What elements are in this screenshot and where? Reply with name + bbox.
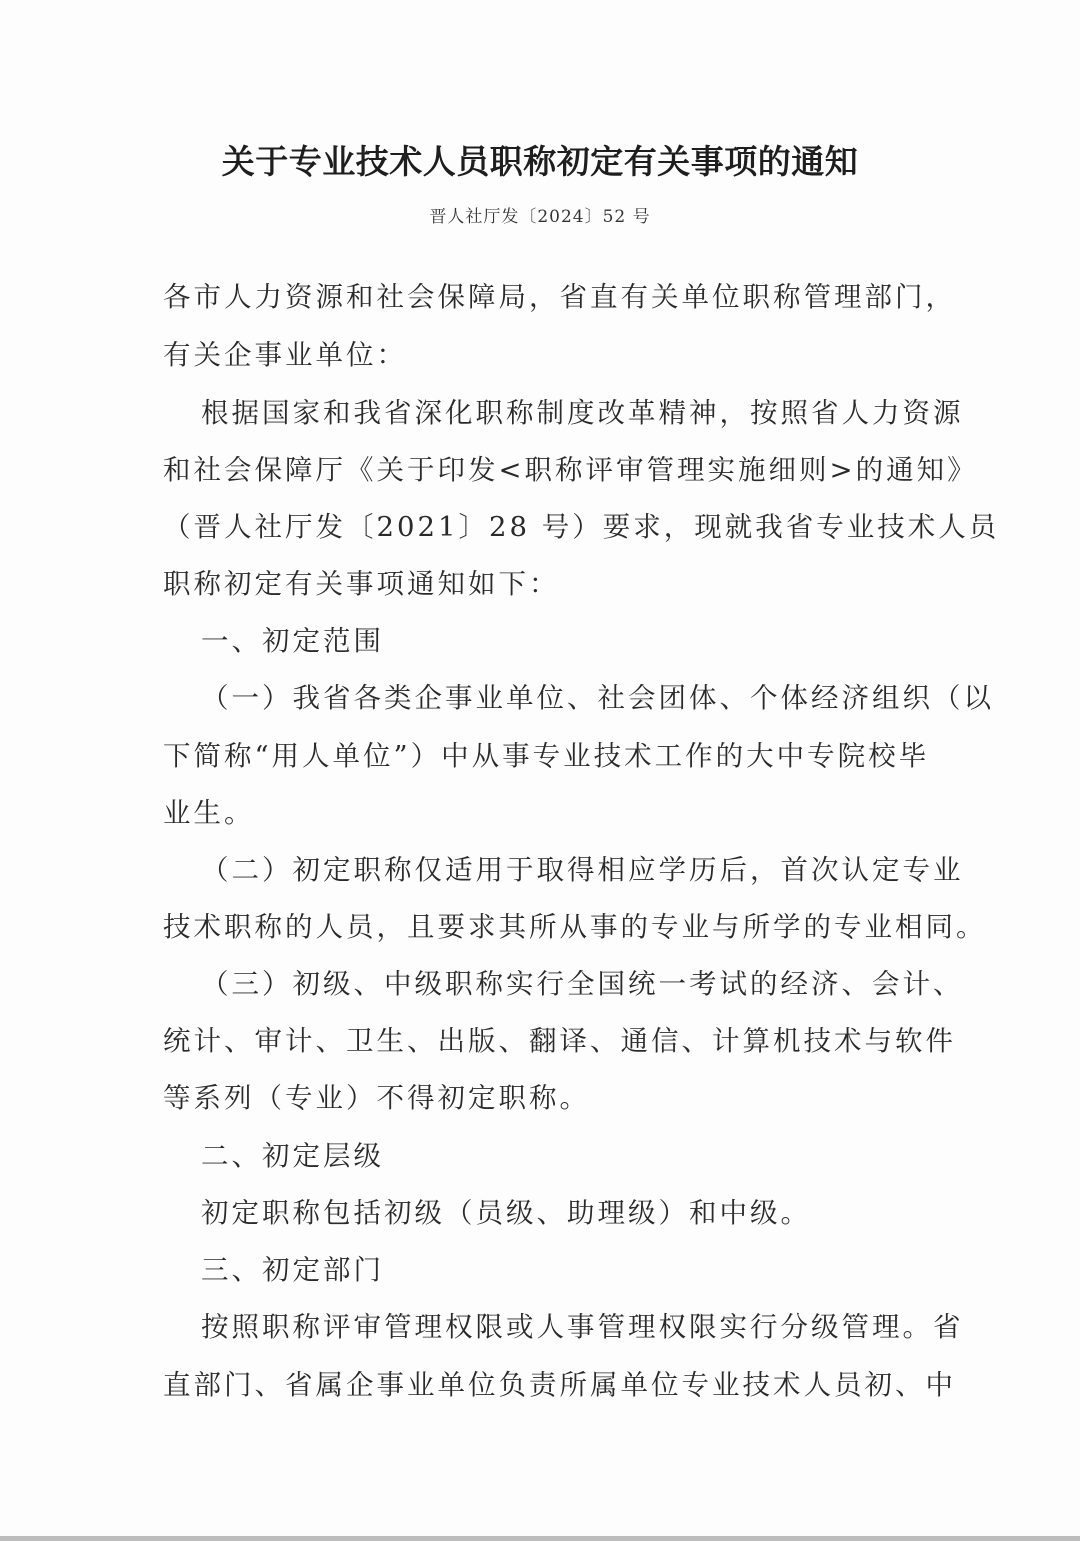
bottom-divider [0, 1536, 1080, 1541]
paragraph-line: （二）初定职称仅适用于取得相应学历后，首次认定专业 [201, 854, 964, 886]
paragraph-line: 统计、审计、卫生、出版、翻译、通信、计算机技术与软件 [163, 1025, 956, 1057]
addressee-line: 各市人力资源和社会保障局，省直有关单位职称管理部门， [163, 281, 956, 313]
document-title: 关于专业技术人员职称初定有关事项的通知 [221, 142, 859, 181]
section-heading: 一、初定范围 [201, 625, 384, 657]
document-number: 晋人社厅发〔2024〕52 号 [429, 207, 651, 227]
paragraph-line: 职称初定有关事项通知如下： [163, 568, 560, 600]
paragraph-line: （晋人社厅发〔2021〕28 号）要求，现就我省专业技术人员 [163, 511, 1000, 543]
section-heading: 三、初定部门 [201, 1254, 384, 1286]
paragraph-line: 按照职称评审管理权限或人事管理权限实行分级管理。省 [201, 1311, 964, 1343]
paragraph-line: 业生。 [163, 797, 255, 829]
paragraph-line: 初定职称包括初级（员级、助理级）和中级。 [201, 1197, 811, 1229]
paragraph-line: 根据国家和我省深化职称制度改革精神，按照省人力资源 [201, 397, 964, 429]
paragraph-line: 下简称“用人单位”）中从事专业技术工作的大中专院校毕 [163, 740, 930, 772]
addressee-line: 有关企事业单位： [163, 339, 407, 371]
section-heading: 二、初定层级 [201, 1140, 384, 1172]
paragraph-line: 直部门、省属企事业单位负责所属单位专业技术人员初、中 [163, 1369, 956, 1401]
paragraph-line: 技术职称的人员，且要求其所从事的专业与所学的专业相同。 [163, 911, 987, 943]
paragraph-line: （三）初级、中级职称实行全国统一考试的经济、会计、 [201, 968, 964, 1000]
paragraph-line: 等系列（专业）不得初定职称。 [163, 1082, 590, 1114]
paragraph-line: 和社会保障厅《关于印发<职称评审管理实施细则>的通知》 [163, 454, 978, 486]
paragraph-line: （一）我省各类企事业单位、社会团体、个体经济组织（以 [201, 682, 994, 714]
